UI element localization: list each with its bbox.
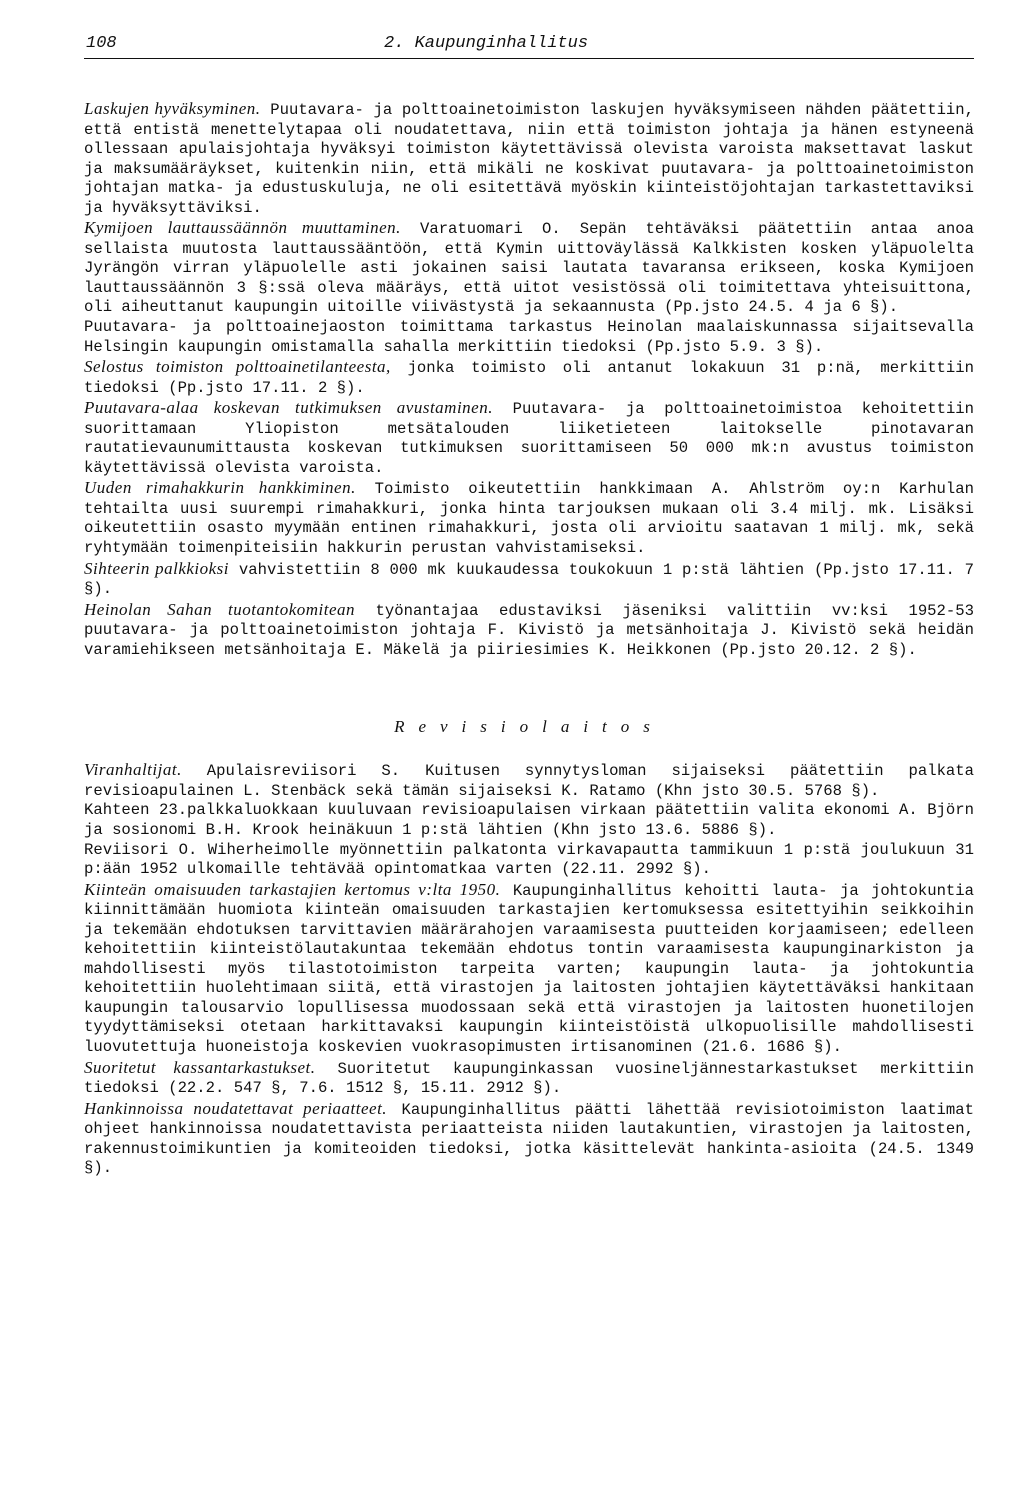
paragraph-heading: Viranhaltijat.	[84, 760, 182, 780]
paragraph	[84, 478, 974, 558]
paragraph	[84, 1058, 974, 1099]
paragraph-text: Puutavara- ja polttoainetoimiston laskujen hyväksymiseen nähden päätettiin, että entistä menettelytapaa oli noudatettava, niin että toimiston johtaja ja hänen estyneenä ollessaan apulaisjohtaja hyväksyi toimiston käytettävissä olevista varoista maksettavat laskut ja maksumääräykset, kuitenkin niin, että mikäli ne koskivat puutavara- ja polttoainetoimiston johtajan matka- ja edustuskuluja, ne oli esitettävä myöskin kiinteistöjohtajan tarkastettaviksi ja hyväksyttäviksi.	[84, 101, 975, 217]
section-title: Revisiolaitos	[394, 717, 664, 737]
paragraph	[84, 600, 974, 661]
paragraph-heading: Puutavara-alaa koskevan tutkimuksen avustaminen.	[84, 398, 493, 418]
paragraph-text: Kahteen 23.palkkaluokkaan kuuluvaan revisioapulaisen virkaan päätettiin valita ekonomi A. Björn ja sosionomi B.H. Krook heinäkuun 1 p:stä lähtien (Khn jsto 13.6. 5886 §).	[84, 801, 974, 839]
page-header	[84, 30, 974, 59]
paragraph	[84, 357, 974, 398]
paragraph	[84, 218, 974, 318]
paragraph	[84, 559, 974, 600]
paragraph-heading: Heinolan Sahan tuotantokomitean	[84, 599, 356, 619]
paragraph	[84, 1099, 974, 1179]
paragraph-heading: Kiinteän omaisuuden tarkastajien kertomus v:lta 1950.	[84, 879, 501, 899]
paragraph-text: Suoritetut kaupunginkassan vuosineljännestarkastukset merkittiin tiedoksi (22.2. 547 §, 7.6. 1512 §, 15.11. 2912 §).	[84, 1059, 975, 1098]
paragraph-heading: Uuden rimahakkurin hankkiminen.	[84, 478, 356, 498]
paragraph-heading: Sihteerin palkkioksi	[84, 558, 230, 578]
document-page	[84, 30, 974, 1179]
paragraph	[84, 318, 974, 357]
paragraph-text: jonka toimisto oli antanut lokakuun 31 p:nä, merkittiin tiedoksi (Pp.jsto 17.11. 2 §).	[84, 359, 974, 397]
paragraph	[84, 99, 974, 218]
paragraph-text: työnantajaa edustaviksi jäseniksi valittiin vv:ksi 1952-53 puutavara- ja polttoainetoimiston johtaja F. Kivistö ja metsänhoitaja J. Kivistö sekä heidän varamiehikseen metsänhoitaja E. Mäkelä ja piiriesimies K. Heikkonen (Pp.jsto 20.12. 2 §).	[84, 601, 974, 659]
paragraph-text: Kaupunginhallitus päätti lähettää revisiotoimiston laatimat ohjeet hankinnoissa noudatettavista periaatteista niiden lautakuntien, virastojen ja laitosten, rakennustoimikuntien ja komiteoiden tiedoksi, jotka käsittelevät hankinta-asioita (24.5. 1349 §).	[84, 1100, 974, 1178]
page-number: 108	[86, 34, 117, 53]
document-body	[84, 99, 974, 1179]
paragraph-text: Kaupunginhallitus kehoitti lauta- ja johtokuntia kiinnittämään huomiota kiinteän omaisuuden tarkastajien kertomuksessa esitettyihin seikkoihin ja tekemään ehdotuksen tarvittavien määrärahojen varaamisesta puutteiden korjaamiseen; edelleen kehoitettiin kiinteistölautakuntaa tekemään ehdotus tontin varaamisesta kaupunginarkiston ja mahdollisesti myös tilastotoimiston tarpeita varten; kaupungin lauta- ja johtokuntia kehoitettiin huolehtimaan siitä, että virastojen ja laitosten johtajien käytettäväksi hankitaan kaupungin talousarvio lopullisessa muodossaan sekä että virastojen ja laitosten huonetilojen tyydyttämiseksi otetaan harkittavaksi kaupungin kiinteistöistä ulkopuolisille mahdollisesti luovutettuja huoneistoja koskevien vuokrasopimusten irtisanominen (21.6. 1686 §).	[84, 881, 975, 1056]
paragraph-heading: Kymijoen lauttaussäännön muuttaminen.	[84, 218, 401, 238]
paragraph-text: Apulaisreviisori S. Kuitusen synnytysloman sijaiseksi päätettiin palkata revisioapulainen L. Stenbäck sekä tämän sijaiseksi K. Ratamo (Khn jsto 30.5. 5768 §).	[84, 762, 974, 800]
paragraph-heading: Selostus toimiston polttoainetilanteesta,	[84, 357, 391, 377]
paragraph-text: Reviisori O. Wiherheimolle myönnettiin palkatonta virkavapautta tammikuun 1 p:stä joulukuun 31 p:ään 1952 ulkomaille tehtävää opintomatkaa varten (22.11. 2992 §).	[84, 840, 974, 879]
paragraph-text: Puutavara- ja polttoainejaoston toimittama tarkastus Heinolan maalaiskunnassa sijaitsevalla Helsingin kaupungin omistamalla sahalla merkittiin tiedoksi (Pp.jsto 5.9. 3 §).	[84, 318, 974, 356]
paragraph-group-revisio	[84, 760, 974, 1178]
paragraph	[84, 841, 974, 880]
paragraph	[84, 801, 974, 840]
paragraph-text: Puutavara- ja polttoainetoimistoa kehoitettiin suorittamaan Yliopiston metsätalouden liiketieteen laitokselle pinotavaran rautatievaunumittausta koskevan tutkimuksen suorittamiseen 50 000 mk:n avustus toimiston käytettävissä olevista varoista.	[84, 400, 975, 477]
paragraph	[84, 760, 974, 801]
paragraph-text: vahvistettiin 8 000 mk kuukaudessa toukokuun 1 p:stä lähtien (Pp.jsto 17.11. 7 §).	[84, 560, 975, 599]
paragraph-text: Toimisto oikeutettiin hankkimaan A. Ahlström oy:n Karhulan tehtailta uusi suurempi rimahakkuri, jonka hinta tarjouksen mukaan oli 3.4 milj. mk. Lisäksi oikeutettiin osasto myymään entinen rimahakkuri, josta oli arvioitu saatavan 1 milj. mk, sekä ryhtymään toimenpiteisiin hakkurin perustan vahvistamiseksi.	[84, 480, 974, 558]
paragraph-text: Varatuomari O. Sepän tehtäväksi päätettiin antaa anoa sellaista muutosta lauttaussääntöön, että Kymin uittoväylässä Kalkkisten kosken yläpuolelta Jyrängön virran yläpuolelle asti jokainen saisi lautata tavaransa erikseen, koska Kymijoen lauttaussäännön 3 §:ssä oleva määräys, että uitot vesistössä oli toimitettava yhteisuittona, oli aiheuttanut kaupungin uitoille viivästystä ja sekaannusta (Pp.jsto 24.5. 4 ja 6 §).	[84, 220, 975, 317]
running-title: 2. Kaupunginhallitus	[384, 34, 589, 53]
paragraph-heading: Laskujen hyväksyminen.	[84, 99, 261, 118]
paragraph	[84, 880, 974, 1058]
paragraph	[84, 398, 974, 478]
paragraph-heading: Suoritetut kassantarkastukset.	[84, 1057, 316, 1077]
paragraph-heading: Hankinnoissa noudatettavat periaatteet.	[84, 1098, 388, 1118]
paragraph-group-puutavara	[84, 99, 974, 660]
